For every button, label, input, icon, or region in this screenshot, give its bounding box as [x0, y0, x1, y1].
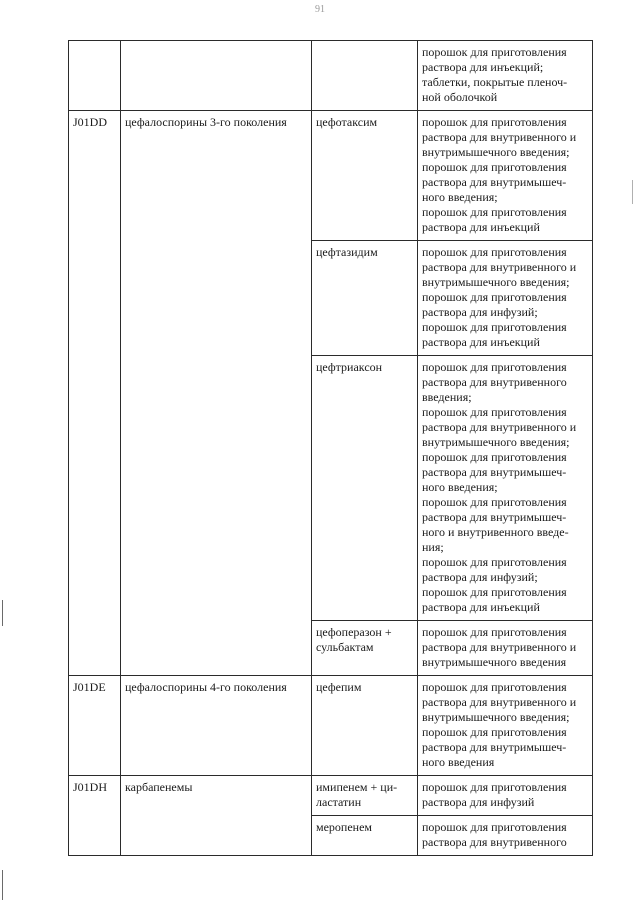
- drug-name: имипенем + ци-: [316, 780, 398, 794]
- drug-name: цефтриаксон: [316, 360, 383, 374]
- drug-name-cell: [312, 241, 418, 356]
- dosage-form-line: внутримышечного введения;: [422, 145, 570, 159]
- dosage-form-cell: [418, 816, 593, 856]
- drug-name: цефотаксим: [316, 115, 378, 129]
- drug-name: сульбактам: [316, 640, 374, 654]
- dosage-form-line: внутримышечного введения: [422, 655, 567, 669]
- dosage-form-line: порошок для приготовления: [422, 625, 567, 639]
- atc-code: J01DE: [73, 680, 106, 694]
- dosage-form-line: порошок для приготовления: [422, 360, 567, 374]
- group-name-cell: [121, 41, 312, 111]
- table-row: [69, 776, 593, 816]
- dosage-form-line: раствора для инъекций: [422, 335, 540, 349]
- dosage-form-line: порошок для приготовления: [422, 320, 567, 334]
- dosage-form-cell: [418, 621, 593, 676]
- dosage-form-line: раствора для инфузий;: [422, 570, 538, 584]
- dosage-form-line: порошок для приготовления: [422, 495, 567, 509]
- atc-code-cell: [69, 776, 121, 856]
- table-row: [69, 676, 593, 776]
- dosage-form-line: раствора для инъекций: [422, 220, 540, 234]
- atc-code-cell: [69, 41, 121, 111]
- dosage-form-line: раствора для внутривенного: [422, 835, 567, 849]
- dosage-form-line: раствора для внутривенного и: [422, 130, 577, 144]
- dosage-form-line: порошок для приготовления: [422, 555, 567, 569]
- dosage-form-line: порошок для приготовления: [422, 160, 567, 174]
- dosage-form-line: раствора для инфузий: [422, 795, 535, 809]
- group-name-cell: [121, 676, 312, 776]
- dosage-form-cell: [418, 41, 593, 111]
- dosage-form-line: порошок для приготовления: [422, 680, 567, 694]
- page-number: 91: [315, 4, 325, 15]
- scan-margin-mark: [2, 600, 3, 626]
- drug-name-cell: [312, 776, 418, 816]
- dosage-form-line: раствора для внутримышеч-: [422, 465, 567, 479]
- drug-name-cell: [312, 356, 418, 621]
- dosage-form-line: раствора для внутривенного и: [422, 420, 577, 434]
- dosage-form-cell: [418, 356, 593, 621]
- dosage-form-line: раствора для внутримышеч-: [422, 740, 567, 754]
- dosage-form-line: раствора для внутривенного и: [422, 640, 577, 654]
- drug-table: [68, 40, 593, 856]
- group-name: карбапенемы: [125, 780, 193, 794]
- dosage-form-line: внутримышечного введения;: [422, 435, 570, 449]
- dosage-form-line: ного введения: [422, 755, 495, 769]
- dosage-form-line: порошок для приготовления: [422, 245, 567, 259]
- dosage-form-line: раствора для внутримышеч-: [422, 175, 567, 189]
- scan-margin-mark: [632, 180, 633, 204]
- dosage-form-line: порошок для приготовления: [422, 115, 567, 129]
- drug-name: ластатин: [316, 795, 362, 809]
- dosage-form-cell: [418, 241, 593, 356]
- dosage-form-line: раствора для инфузий;: [422, 305, 538, 319]
- drug-name-cell: [312, 816, 418, 856]
- dosage-form-line: внутримышечного введения;: [422, 710, 570, 724]
- table-row: [69, 41, 593, 111]
- dosage-form-line: порошок для приготовления: [422, 205, 567, 219]
- dosage-form-line: порошок для приготовления: [422, 780, 567, 794]
- dosage-form-line: раствора для внутримышеч-: [422, 510, 567, 524]
- drug-name-cell: [312, 621, 418, 676]
- dosage-form-line: порошок для приготовления: [422, 45, 567, 59]
- dosage-form-line: таблетки, покрытые пленоч-: [422, 75, 568, 89]
- dosage-form-line: раствора для внутривенного и: [422, 695, 577, 709]
- drug-name-cell: [312, 111, 418, 241]
- group-name-cell: [121, 776, 312, 856]
- drug-name: цефоперазон +: [316, 625, 392, 639]
- dosage-form-line: порошок для приготовления: [422, 820, 567, 834]
- dosage-form-line: раствора для инъекций: [422, 600, 540, 614]
- dosage-form-line: ного и внутривенного введе-: [422, 525, 569, 539]
- atc-code-cell: [69, 111, 121, 676]
- dosage-form-line: раствора для инъекций;: [422, 60, 544, 74]
- dosage-form-line: порошок для приготовления: [422, 585, 567, 599]
- scan-margin-mark: [2, 870, 3, 900]
- dosage-form-line: порошок для приготовления: [422, 725, 567, 739]
- dosage-form-cell: [418, 111, 593, 241]
- dosage-form-line: раствора для внутривенного и: [422, 260, 577, 274]
- dosage-form-line: ного введения;: [422, 480, 498, 494]
- dosage-form-line: введения;: [422, 390, 472, 404]
- atc-code: J01DH: [73, 780, 108, 794]
- dosage-form-line: раствора для внутривенного: [422, 375, 567, 389]
- atc-code-cell: [69, 676, 121, 776]
- atc-code: J01DD: [73, 115, 108, 129]
- group-name: цефалоспорины 3-го поколения: [125, 115, 287, 129]
- dosage-form-cell: [418, 676, 593, 776]
- drug-name: цефепим: [316, 680, 362, 694]
- dosage-form-cell: [418, 776, 593, 816]
- dosage-form-line: ной оболочкой: [422, 90, 498, 104]
- drug-name: цефтазидим: [316, 245, 378, 259]
- table-row: [69, 111, 593, 241]
- dosage-form-line: внутримышечного введения;: [422, 275, 570, 289]
- group-name-cell: [121, 111, 312, 676]
- dosage-form-line: порошок для приготовления: [422, 290, 567, 304]
- drug-name-cell: [312, 676, 418, 776]
- dosage-form-line: ния;: [422, 540, 444, 554]
- drug-name: меропенем: [316, 820, 373, 834]
- dosage-form-line: порошок для приготовления: [422, 450, 567, 464]
- dosage-form-line: ного введения;: [422, 190, 498, 204]
- dosage-form-line: порошок для приготовления: [422, 405, 567, 419]
- group-name: цефалоспорины 4-го поколения: [125, 680, 287, 694]
- drug-name-cell: [312, 41, 418, 111]
